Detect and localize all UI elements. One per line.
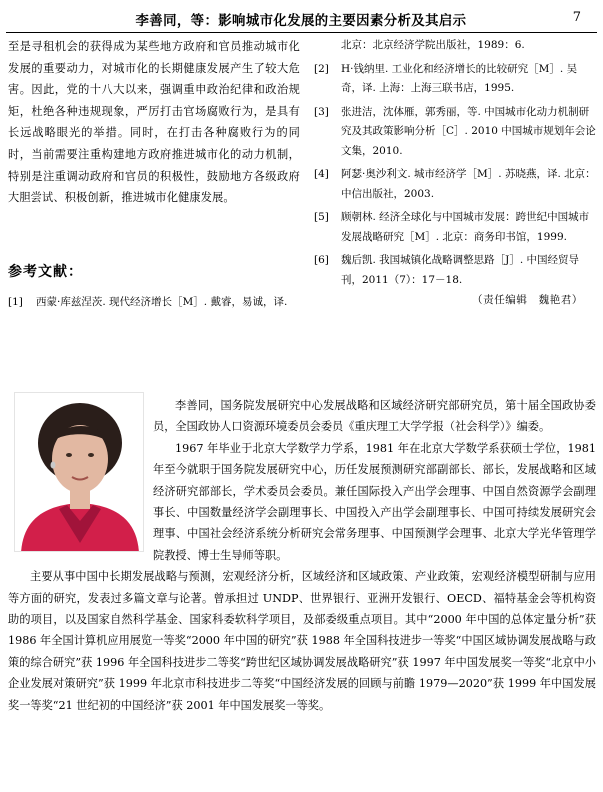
reference-item-2 — [314, 60, 596, 99]
bio-paragraph-3: 主要从事中国中长期发展战略与预测，宏观经济分析，区域经济和区域政策、产业政策，宏观经济模型研制与应用等方面的研究，发表过多篇文章与论著。曾承担过 UNDP、世界银行、亚洲开发银行、OECD、福特基金会等机构资助的项目，以及国家自然科学基金、国家科委软科学项目，及部委级重点项目。其中“2000 年中国的总体定量分析”获 1986 年全国计算机应用展览一等奖“2000 年中国的研究”获 1988 年全国科技进步一等奖“中国区域协调发展战略与政策的综合研究”获 1996 年全国科技进步二等奖“跨世纪区域协调发展战略研究”获 1997 年中国发展奖一等奖“北京中小企业发展对策研究”获 1999 年北京市科技进步二等奖“中国经济发展的回顾与前瞻 1979—2020”获 1999 年中国发展奖一等奖“21 世纪初的中国经济”获 2001 年中国发展奖一等奖。 — [8, 570, 596, 712]
reference-number: [6] — [314, 254, 329, 266]
running-header-title: 李善同，等：影响城市化发展的主要因素分析及其启示 — [135, 13, 467, 29]
bio-paragraph-1: 李善同，国务院发展研究中心发展战略和区域经济研究部研究员，第十届全国政协委员，全国政协人口资源环境委员会委员《重庆理工大学学报（社会科学）》编委。 — [153, 399, 596, 434]
reference-text: 张进洁，沈体雁，郭秀丽，等. 中国城市化动力机制研究及其政策影响分析［C］. 2010 中国城市规划年会论文集，2010. — [341, 105, 596, 157]
references-heading: 参考文献： — [8, 264, 83, 280]
editor-note: （责任编辑 魏艳君） — [472, 294, 583, 306]
reference-text: 阿瑟·奥沙利文. 城市经济学［M］. 苏晓燕，译. 北京：中信出版社，2003. — [341, 168, 596, 200]
reference-item-3 — [314, 103, 596, 162]
reference-text: 顾朝林. 经济全球化与中国城市发展：跨世纪中国城市发展战略研究［M］. 北京：商务印书馆，1999. — [341, 211, 590, 243]
author-biography — [8, 395, 596, 716]
reference-item-1 — [8, 293, 300, 312]
reference-text: 魏后凯. 我国城镇化战略调整思路［J］. 中国经贸导刊，2011（7）：17－18. — [341, 254, 580, 286]
reference-text: 西蒙·库兹涅茨. 现代经济增长［M］. 戴睿，易诚，译. — [36, 296, 288, 308]
bio-paragraph-2: 1967 年毕业于北京大学数学力学系，1981 年在北京大学数学系获硕士学位，1981 年至今就职于国务院发展研究中心，历任发展预测研究部副部长、部长，发展战略和区域经济研究部部长，学术委员会委员。兼任国际投入产出学会理事、中国自然资源学会副理事长、中国数量经济学会副理事长、中国投入产出学会副理事长、中国可持续发展研究会理事、中国社会经济系统分析研究会常务理事、中国预测学会理事、北京大学光华管理学院教授、博士生导师等职。 — [153, 441, 596, 562]
body-paragraph: 至是寻租机会的获得成为某些地方政府和官员推动城市化发展的重要动力，对城市化的长期健康发展产生了较大危害。因此，党的十八大以来，强调重申政治纪律和政治规矩，杜绝各种违规现象，严厉打击官场腐败行为，是具有长远战略眼光的举措。同时，在打击各种腐败行为的同时，当前需要注重构建地方政府推进城市化的动力机制，特别是注重调动政府和官员的积极性，鼓励地方各级政府大胆尝试、积极创新，推进城市化健康发展。 — [8, 40, 300, 205]
reference-item-4 — [314, 165, 596, 204]
reference-number: [2] — [314, 62, 329, 75]
reference-number: [5] — [314, 211, 329, 223]
reference-item-6 — [314, 251, 596, 290]
reference-text: H·钱纳里. 工业化和经济增长的比较研究［M］. 吴奇，译. 上海：上海三联书店，1995. — [341, 62, 578, 94]
reference-number: [3] — [314, 105, 329, 118]
page-number: 7 — [572, 10, 581, 25]
reference-item-1-continued: 北京：北京经济学院出版社，1989：6. — [341, 39, 525, 51]
reference-item-5 — [314, 208, 596, 247]
right-column — [314, 36, 596, 290]
left-column — [8, 36, 300, 209]
running-header — [0, 0, 603, 33]
reference-number: [1] — [8, 296, 23, 308]
header-rule — [6, 32, 597, 33]
reference-number: [4] — [314, 168, 329, 180]
